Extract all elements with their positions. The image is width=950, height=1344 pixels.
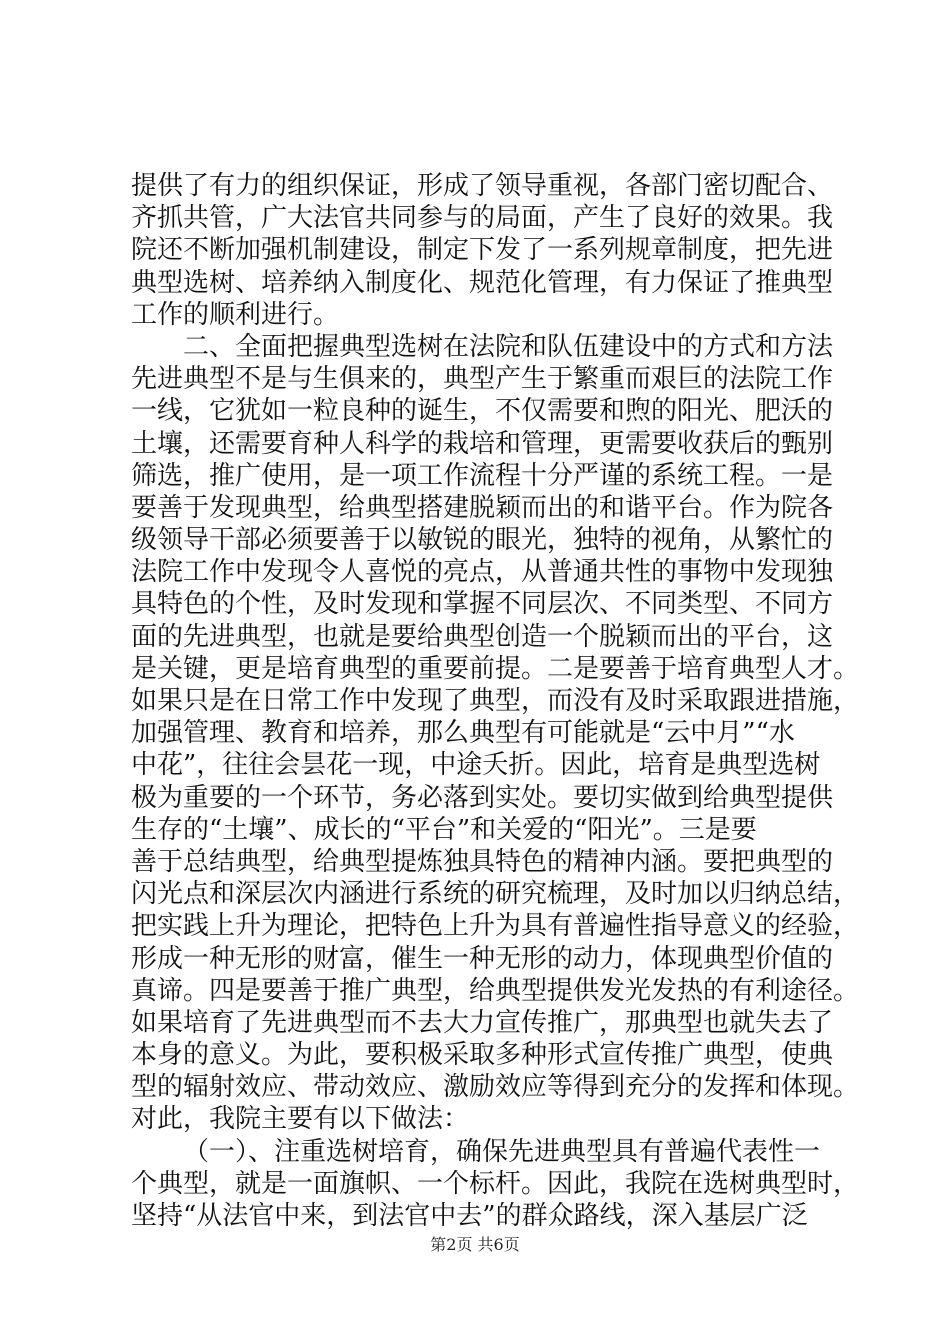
- text-line: 真谛。四是要善于推广典型，给典型提供发光发热的有利途径。: [131, 975, 860, 1006]
- text-line: 本身的意义。为此，要积极采取多种形式宣传推广典型，使典: [131, 1040, 834, 1071]
- document-body: [131, 170, 860, 1232]
- text-line: 提供了有力的组织保证，形成了领导重视，各部门密切配合、: [131, 171, 834, 201]
- text-line: 面的先进典型，也就是要给典型创造一个脱颖而出的平台，这: [131, 621, 834, 652]
- text-line: 闪光点和深层次内涵进行系统的研究梳理，及时加以归纳总结，: [131, 879, 860, 910]
- text-line: 对此，我院主要有以下做法：: [131, 1104, 470, 1135]
- text-line: 工作的顺利进行。: [131, 299, 340, 330]
- text-line: 院还不断加强机制建设，制定下发了一系列规章制度，把先进: [131, 235, 834, 266]
- text-line: 级领导干部必须要善于以敏锐的眼光，独特的视角，从繁忙的: [131, 525, 834, 556]
- text-line: 齐抓共管，广大法官共同参与的局面，产生了良好的效果。我: [131, 203, 834, 234]
- text-line: 生存的“土壤”、成长的“平台”和关爱的“阳光”。三是要: [131, 814, 757, 845]
- text-line: 型的辐射效应、带动效应、激励效应等得到充分的发挥和体现。: [131, 1072, 860, 1103]
- text-line: 如果只是在日常工作中发现了典型，而没有及时采取跟进措施，: [131, 686, 860, 716]
- text-line: 形成一种无形的财富，催生一种无形的动力，体现典型价值的: [131, 943, 834, 974]
- text-line: 土壤，还需要育种人科学的栽培和管理，更需要收获后的甄别: [131, 428, 834, 459]
- text-line: 典型选树、培养纳入制度化、规范化管理，有力保证了推典型: [131, 267, 834, 298]
- text-line: 要善于发现典型，给典型搭建脱颖而出的和谐平台。作为院各: [131, 492, 834, 523]
- text-line: 极为重要的一个环节，务必落到实处。要切实做到给典型提供: [131, 782, 834, 813]
- text-line: 个典型，就是一面旗帜、一个标杆。因此，我院在选树典型时，: [131, 1168, 860, 1199]
- text-line: 一线，它犹如一粒良种的诞生，不仅需要和煦的阳光、肥沃的: [131, 396, 834, 427]
- text-line: 是关键，更是培育典型的重要前提。二是要善于培育典型人才。: [131, 653, 860, 684]
- page-footer: 第2页 共6页: [430, 1235, 520, 1254]
- text-line: 中花”，往往会昙花一现，中途夭折。因此，培育是典型选树: [131, 750, 821, 781]
- text-line: 二、全面把握典型选树在法院和队伍建设中的方式和方法: [183, 331, 834, 362]
- text-line: 如果培育了先进典型而不去大力宣传推广，那典型也就失去了: [131, 1007, 834, 1038]
- text-line: 把实践上升为理论，把特色上升为具有普遍性指导意义的经验，: [131, 911, 860, 942]
- text-line: 具特色的个性，及时发现和掌握不同层次、不同类型、不同方: [131, 589, 834, 620]
- text-line: 筛选，推广使用，是一项工作流程十分严谨的系统工程。一是: [131, 460, 834, 491]
- text-line: （一）、注重选树培育，确保先进典型具有普遍代表性一: [183, 1136, 821, 1167]
- text-line: 法院工作中发现令人喜悦的亮点，从普通共性的事物中发现独: [131, 557, 834, 588]
- text-line: 加强管理、教育和培养，那么典型有可能就是“云中月”“水: [131, 718, 795, 749]
- text-line: 善于总结典型，给典型提炼独具特色的精神内涵。要把典型的: [131, 846, 834, 877]
- text-line: 坚持“从法官中来，到法官中去”的群众路线，深入基层广泛: [131, 1201, 808, 1231]
- text-line: 先进典型不是与生俱来的，典型产生于繁重而艰巨的法院工作: [131, 364, 834, 395]
